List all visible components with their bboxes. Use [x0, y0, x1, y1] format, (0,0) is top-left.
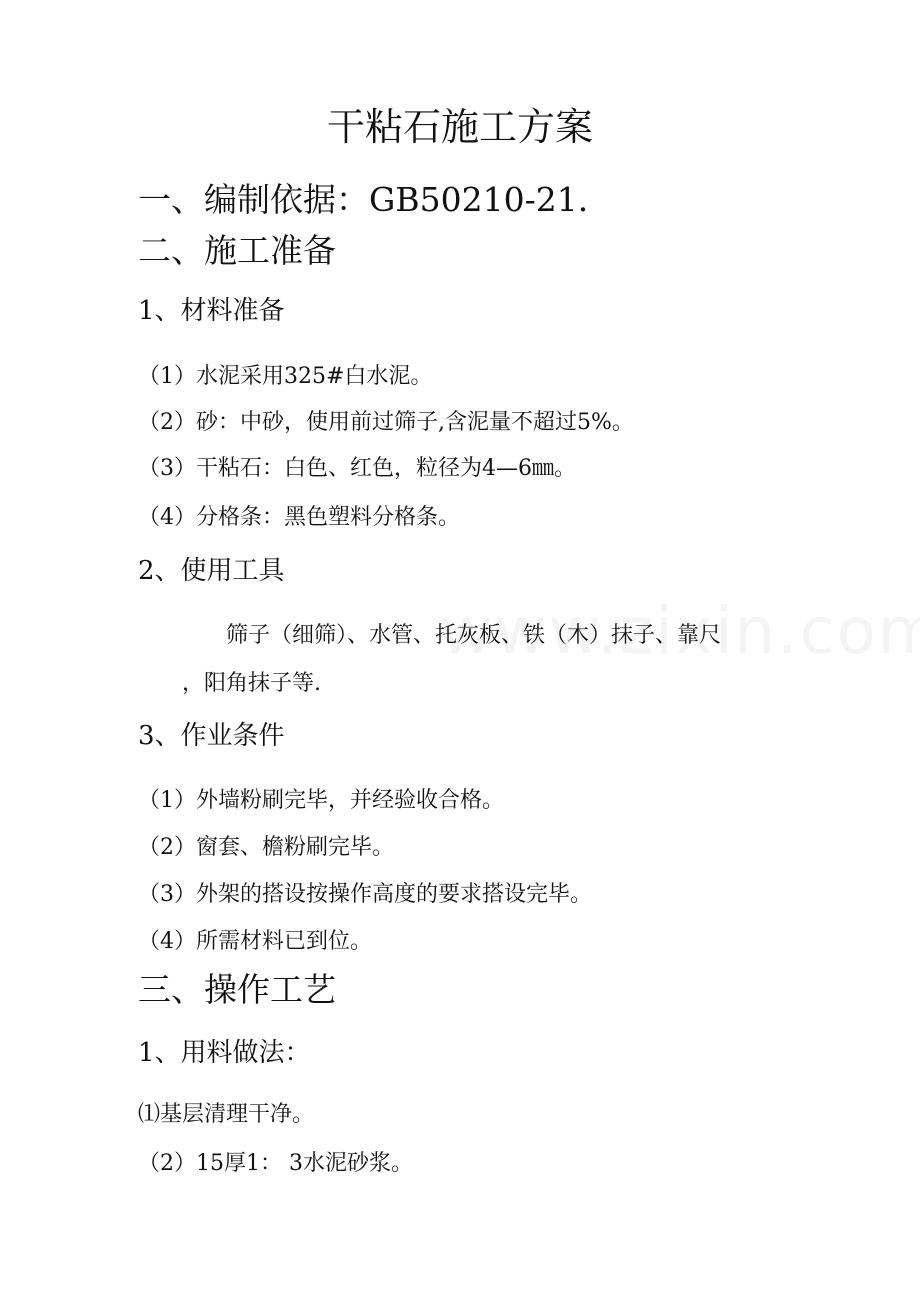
conditions-item: （4）所需材料已到位。	[138, 929, 372, 954]
materials-item: （3）干粘石：白色、红色，粒径为4—6㎜。	[138, 456, 576, 481]
subsection-heading-materials: 1、材料准备	[138, 296, 285, 326]
materials-item: （2）砂：中砂，使用前过筛子,含泥量不超过5%。	[138, 410, 634, 435]
method-item: （2）15厚1： 3水泥砂浆。	[138, 1151, 413, 1176]
method-item: ⑴基层清理干净。	[138, 1102, 315, 1127]
tools-text-line: 筛子（细筛）、水管、托灰板、铁（木）抹子、靠尺	[226, 623, 722, 648]
materials-item: （4）分格条：黑色塑料分格条。	[138, 505, 460, 530]
conditions-item: （1）外墙粉刷完毕，并经验收合格。	[138, 788, 504, 813]
subsection-heading-conditions: 3、作业条件	[138, 721, 285, 751]
subsection-heading-tools: 2、使用工具	[138, 556, 285, 586]
subsection-heading-method: 1、用料做法：	[138, 1038, 311, 1068]
section-heading-preparation: 二、施工准备	[138, 231, 336, 270]
document-title: 干粘石施工方案	[326, 105, 593, 149]
materials-item: （1）水泥采用325#白水泥。	[138, 364, 433, 389]
conditions-item: （3）外架的搭设按操作高度的要求搭设完毕。	[138, 882, 592, 907]
section-heading-process: 三、操作工艺	[138, 970, 336, 1009]
section-heading-basis: 一、编制依据：GB50210-21.	[138, 180, 589, 219]
tools-text-line: ，阳角抹子等.	[182, 671, 321, 696]
conditions-item: （2）窗套、檐粉刷完毕。	[138, 835, 394, 860]
